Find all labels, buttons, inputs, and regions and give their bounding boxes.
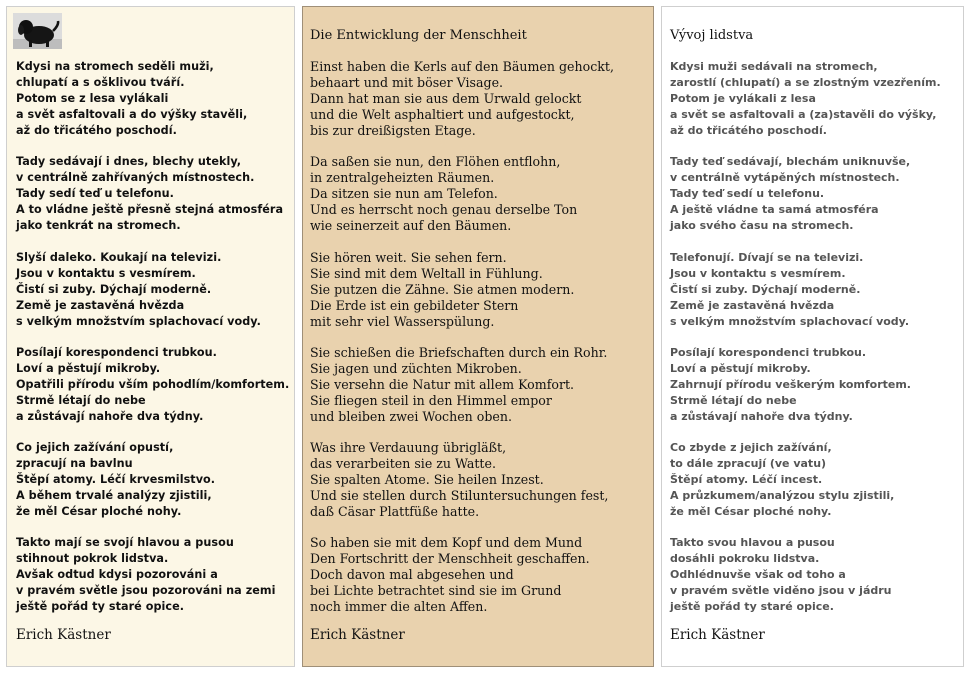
stanza-2: Da saßen sie nun, den Flöhen entflohn, in zentralgeheizten Räumen. Da sitzen sie nun am Telefon. Und es herrscht noch genau derselbe Ton wie seinerzeit auf den Bäumen. <box>310 154 578 233</box>
stanza-6: So haben sie mit dem Kopf und dem Mund Den Fortschritt der Menschheit geschaffen. Doch davon mal abgesehen und bei Lichte betrachtet sind sie im Grund noch immer die alten Affen. <box>310 535 590 614</box>
stanza-3: Sie hören weit. Sie sehen fern. Sie sind mit dem Weltall in Fühlung. Sie putzen die Zähne. Sie atmen modern. Die Erde ist ein gebildeter Stern mit sehr viel Wasserspülung. <box>310 250 575 329</box>
czech-translation-panel <box>661 6 964 667</box>
author: Erich Kästner <box>310 627 405 643</box>
stanza-2: Tady teď sedávají, blechám uniknuvše, v centrálně vytápěných místnostech. Tady teď sedí u telefonu. A ještě vládne ta samá atmosféra jako svého času na stromech. <box>670 155 911 232</box>
stanza-1: Kdysi na stromech seděli muži, chlupatí a s ošklivou tváří. Potom se z lesa vylákali a svět asfaltovali a do výšky stavěli, až do třicátého poschodí. <box>16 60 248 137</box>
czech-original-panel <box>6 6 295 667</box>
stanza-1: Einst haben die Kerls auf den Bäumen gehockt, behaart und mit böser Visage. Dann hat man sie aus dem Urwald gelockt und die Welt asphaltiert und aufgestockt, bis zur dreißigsten Etage. <box>310 59 614 138</box>
dog-photo <box>13 13 62 49</box>
poem-title: Vývoj lidstva <box>670 28 754 43</box>
stanza-6: Takto svou hlavou a pusou dosáhli pokroku lidstva. Odhlédnuvše však od toho a v pravém světle viděno jsou v jádru ještě pořád ty staré opice. <box>670 536 892 613</box>
stanza-5: Was ihre Verdauung übrigläßt, das verarbeiten sie zu Watte. Sie spalten Atome. Sie heilen Inzest. Und sie stellen durch Stiluntersuchungen fest, daß Cäsar Plattfüße hatte. <box>310 440 609 519</box>
stanza-5: Co jejich zažívání opustí, zpracují na bavlnu Štěpí atomy. Léčí krvesmilstvo. A během trvalé analýzy zjistili, že měl César ploché nohy. <box>16 441 216 518</box>
author: Erich Kästner <box>670 627 765 643</box>
stanza-3: Telefonují. Dívají se na televizi. Jsou v kontaktu s vesmírem. Čistí si zuby. Dýchají moderně. Země je zastavěná hvězda s velkým množstvím splachovací vody. <box>670 251 910 328</box>
stanza-1: Kdysi muži sedávali na stromech, zarostlí (chlupatí) a se zlostným vzezřením. Potom je vylákali z lesa a svět se asfaltovali a (za)stavěli do výšky, až do třicátého poschodí. <box>670 60 941 137</box>
author: Erich Kästner <box>16 627 111 643</box>
stanza-3: Slyší daleko. Koukají na televizi. Jsou v kontaktu s vesmírem. Čistí si zuby. Dýchají moderně. Země je zastavěná hvězda s velkým množstvím splachovací vody. <box>16 251 261 328</box>
stanza-2: Tady sedávají i dnes, blechy utekly, v centrálně zahřívaných místnostech. Tady sedí teď u telefonu. A to vládne ještě přesně stejná atmosféra jako tenkrát na stromech. <box>16 155 284 232</box>
german-original-panel <box>302 6 654 667</box>
stanza-6: Takto mají se svojí hlavou a pusou stihnout pokrok lidstva. Avšak odtud kdysi pozorováni a v pravém světle jsou pozorováni na zemi ještě pořád ty staré opice. <box>16 536 276 613</box>
stanza-4: Posílají korespondenci trubkou. Loví a pěstují mikroby. Opatřili přírodu vším pohodlím/komfortem. Strmě létají do nebe a zůstávají nahoře dva týdny. <box>16 346 290 423</box>
stanza-4: Posílají korespondenci trubkou. Loví a pěstují mikroby. Zahrnují přírodu veškerým komfortem. Strmě létají do nebe a zůstávají nahoře dva týdny. <box>670 346 911 423</box>
stanza-5: Co zbyde z jejich zažívání, to dále zpracují (ve vatu) Štěpí atomy. Léčí incest. A průzkumem/analýzou stylu zjistili, že měl César ploché nohy. <box>670 441 895 518</box>
stanza-4: Sie schießen die Briefschaften durch ein Rohr. Sie jagen und züchten Mikroben. Sie versehn die Natur mit allem Komfort. Sie fliegen steil in den Himmel empor und bleiben zwei Wochen oben. <box>310 345 608 424</box>
poem-title: Die Entwicklung der Menschheit <box>310 28 527 43</box>
